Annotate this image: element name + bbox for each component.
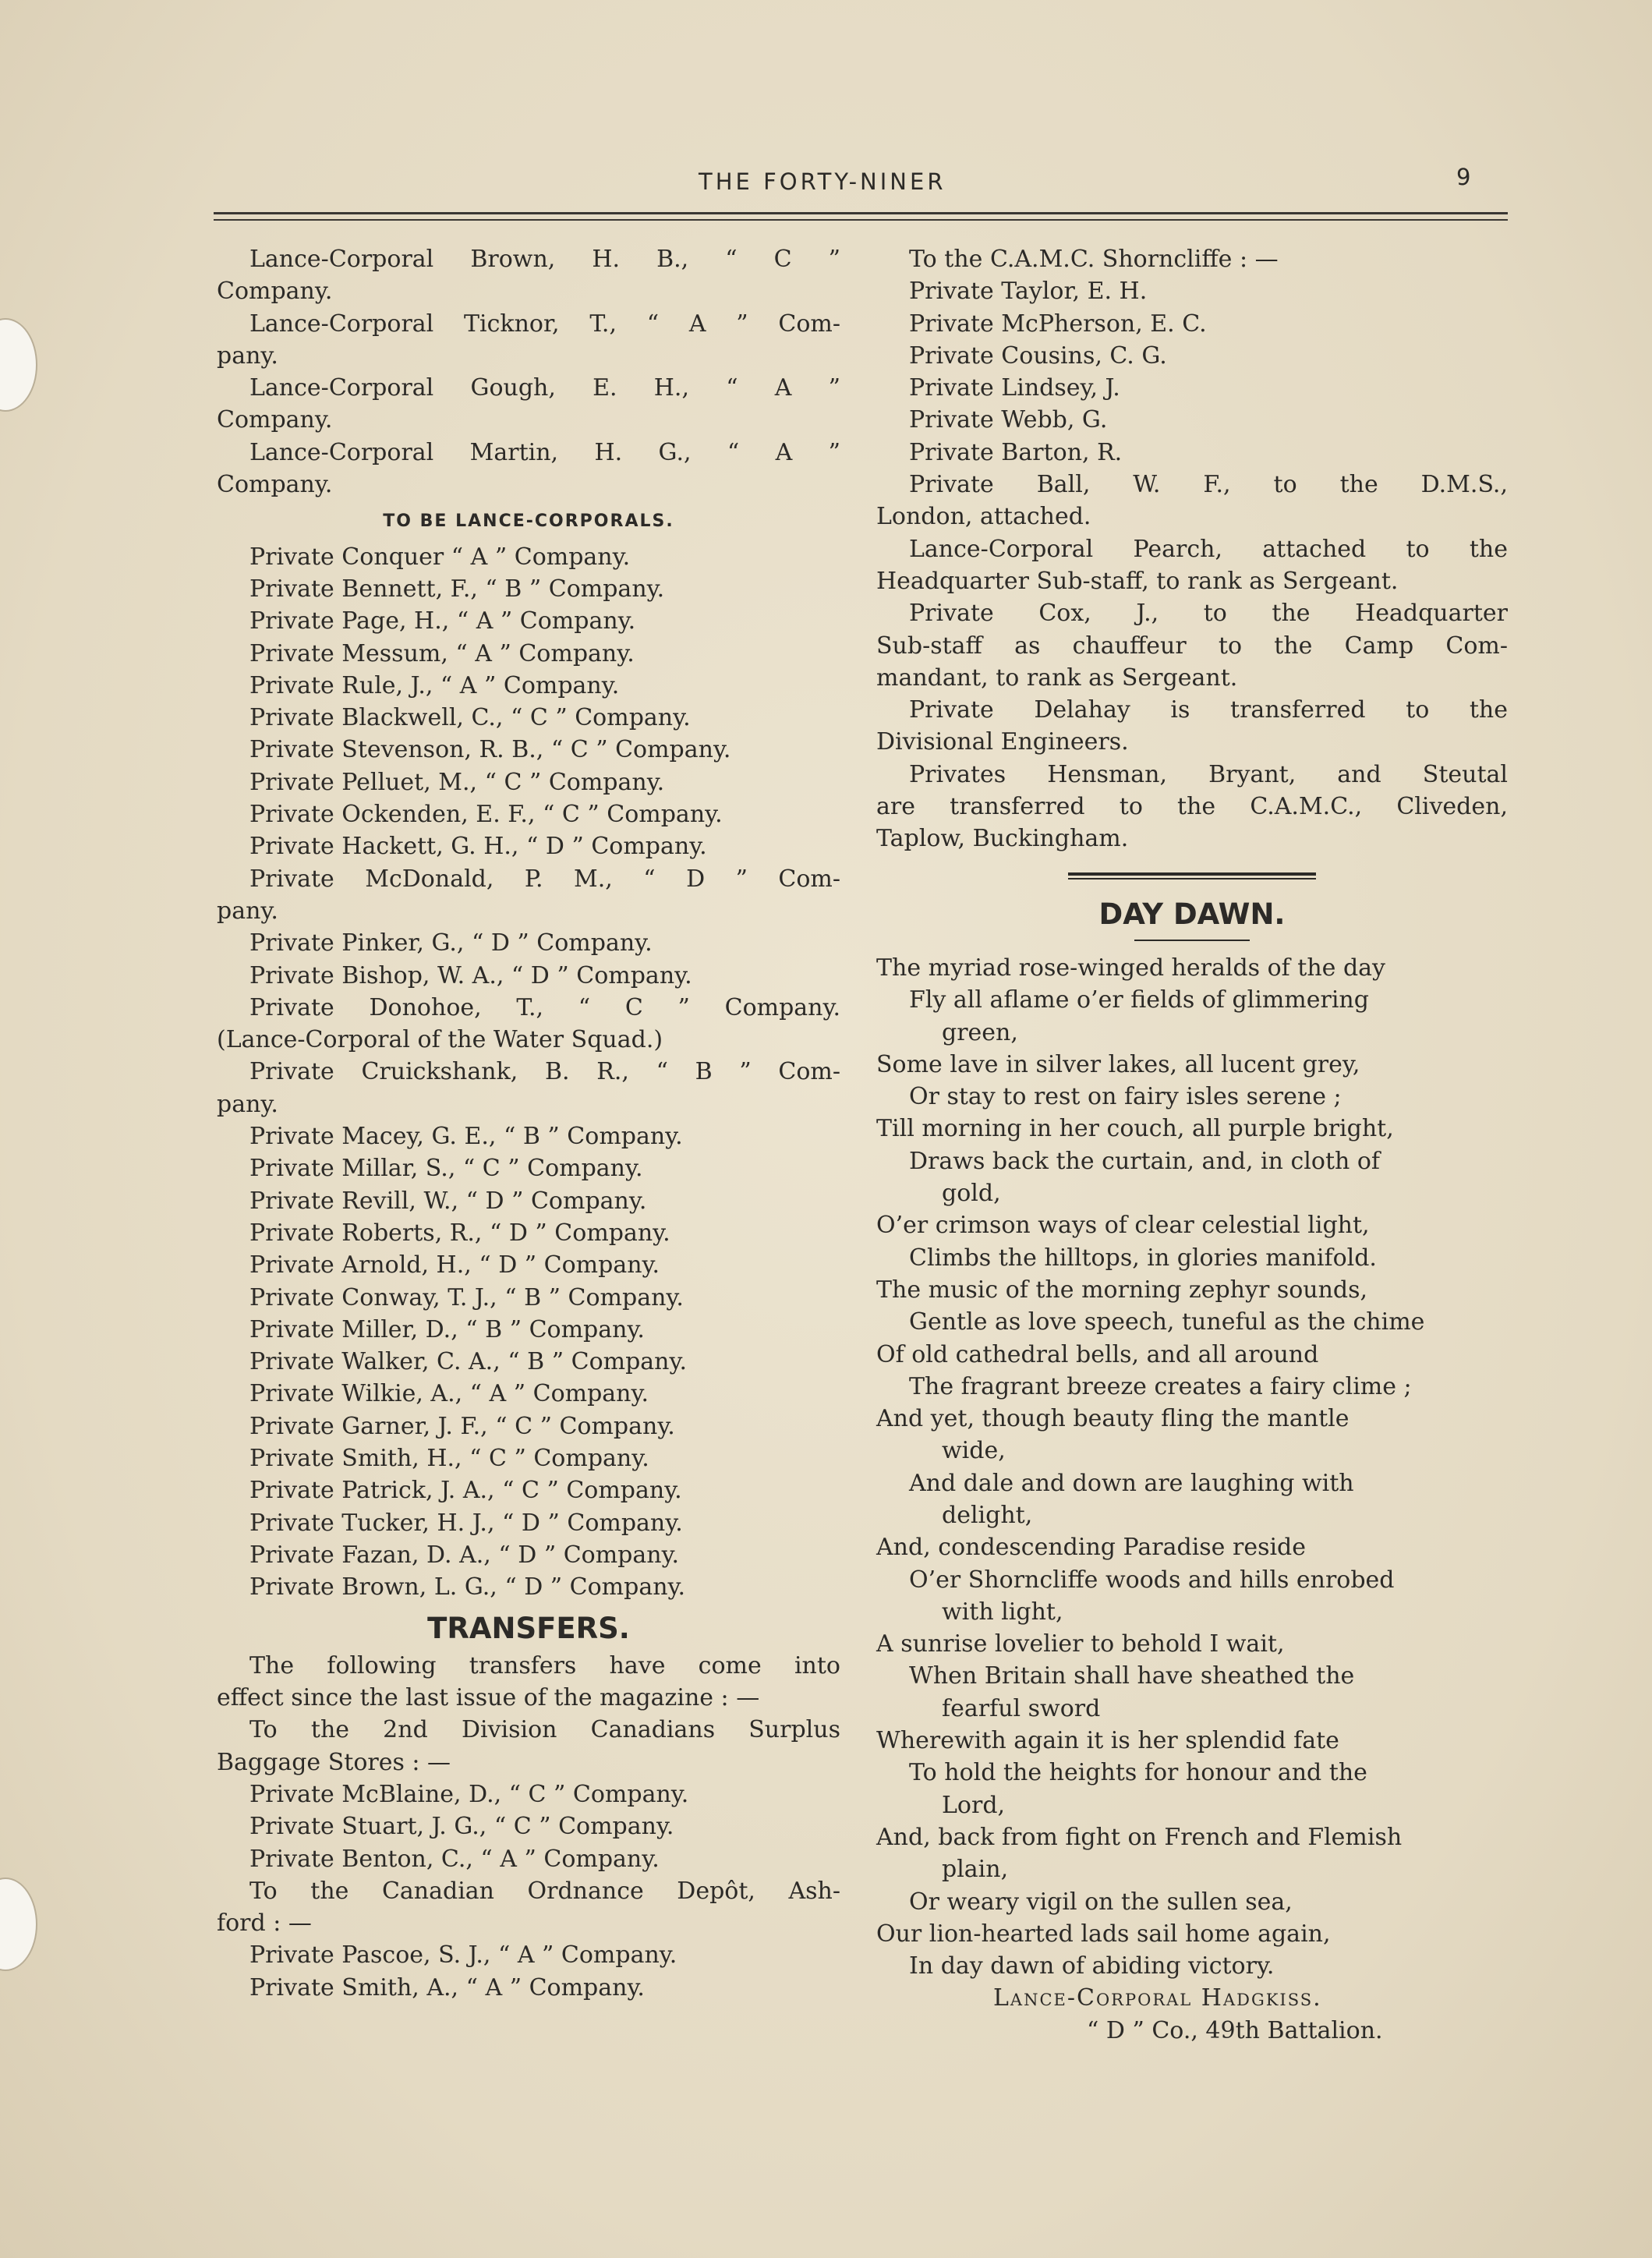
poem-line: Climbs the hilltops, in glories manifold. (909, 1244, 1377, 1272)
poem-line: gold, (942, 1180, 1001, 1208)
transfers-list-cont (876, 243, 1508, 855)
poem-line: delight, (942, 1501, 1033, 1529)
text-line: effect since the last issue of the magazine : — (217, 1684, 760, 1712)
text-line: London, attached. (876, 503, 1091, 531)
text-line: Private Barton, R. (909, 438, 1123, 466)
text-line: Private Cruickshank, B. R., “ B ” Com- (249, 1058, 840, 1086)
lance-corporals-list-cont (217, 243, 840, 501)
text-line: Private McBlaine, D., “ C ” Company. (249, 1780, 689, 1808)
poem-line: In day dawn of abiding victory. (909, 1952, 1275, 1980)
text-line: pany. (217, 897, 278, 925)
text-line: Private Messum, “ A ” Company. (249, 639, 635, 667)
text-line: Privates Hensman, Bryant, and Steutal (909, 760, 1508, 788)
poem-line: The myriad rose-winged heralds of the day (876, 954, 1385, 982)
poem-line: And, back from fight on French and Flemish (876, 1823, 1403, 1851)
section-rule (1068, 872, 1316, 879)
poem-line: O’er Shorncliffe woods and hills enrobed (909, 1566, 1395, 1594)
transfers-heading: TRANSFERS. (427, 1612, 630, 1646)
text-line: To the 2nd Division Canadians Surplus (249, 1716, 840, 1744)
punch-hole-top (0, 318, 37, 412)
text-line: Private Walker, C. A., “ B ” Company. (249, 1348, 687, 1376)
text-line: Private Ball, W. F., to the D.M.S., (909, 471, 1508, 499)
poem-line: To hold the heights for honour and the (909, 1759, 1367, 1787)
title-rule (1134, 940, 1250, 941)
text-line: To the C.A.M.C. Shorncliffe : — (909, 246, 1279, 273)
text-line: Private Stevenson, R. B., “ C ” Company. (249, 736, 731, 764)
text-line: Private Stuart, J. G., “ C ” Company. (249, 1813, 674, 1841)
text-line: Private Tucker, H. J., “ D ” Company. (249, 1509, 683, 1537)
text-line: Private Fazan, D. A., “ D ” Company. (249, 1541, 680, 1569)
text-line: Private Bennett, F., “ B ” Company. (249, 575, 665, 603)
text-line: Lance-Corporal Brown, H. B., “ C ” (249, 246, 840, 273)
text-line: Private Donohoe, T., “ C ” Company. (249, 993, 840, 1021)
text-line: Lance-Corporal Gough, E. H., “ A ” (249, 374, 840, 402)
poem-line: A sunrise lovelier to behold I wait, (876, 1630, 1285, 1658)
text-line: Taplow, Buckingham. (876, 825, 1129, 853)
poem-line: Or weary vigil on the sullen sea, (909, 1888, 1293, 1916)
text-line: Private Patrick, J. A., “ C ” Company. (249, 1477, 682, 1505)
poem-line: Our lion-hearted lads sail home again, (876, 1920, 1331, 1948)
text-line: pany. (217, 342, 278, 370)
poem-line: green, (942, 1018, 1018, 1046)
text-line: Private Arnold, H., “ D ” Company. (249, 1251, 660, 1279)
text-line: Private McPherson, E. C. (909, 310, 1207, 338)
poem-line: Or stay to rest on fairy isles serene ; (909, 1083, 1342, 1111)
poem-line: The fragrant breeze creates a fairy clime ; (909, 1372, 1412, 1400)
poem-line: When Britain shall have sheathed the (909, 1662, 1355, 1690)
text-line: Private Rule, J., “ A ” Company. (249, 671, 620, 699)
text-line: Sub-staff as chauffeur to the Camp Com- (876, 632, 1508, 660)
poem-line: And, condescending Paradise reside (876, 1534, 1307, 1562)
text-line: Private Miller, D., “ B ” Company. (249, 1315, 645, 1343)
poem-line: Draws back the curtain, and, in cloth of (909, 1147, 1381, 1175)
lance-corporals-heading: TO BE LANCE-CORPORALS. (383, 511, 674, 532)
poem-line: Some lave in silver lakes, all lucent grey, (876, 1050, 1360, 1078)
poem-line: Gentle as love speech, tuneful as the chime (909, 1308, 1425, 1336)
text-line: Private Smith, A., “ A ” Company. (249, 1973, 645, 2001)
text-line: Private Conquer “ A ” Company. (249, 543, 631, 571)
text-line: Private Taylor, E. H. (909, 278, 1148, 306)
text-line: Private Hackett, G. H., “ D ” Company. (249, 833, 707, 861)
text-line: Private Roberts, R., “ D ” Company. (249, 1219, 670, 1247)
page-number: 9 (1456, 164, 1471, 190)
poem-line: with light, (942, 1598, 1063, 1626)
text-line: (Lance-Corporal of the Water Squad.) (217, 1026, 663, 1054)
text-line: Lance-Corporal Pearch, attached to the (909, 535, 1508, 563)
text-line: Private McDonald, P. M., “ D ” Com- (249, 865, 840, 893)
text-line: Private Pascoe, S. J., “ A ” Company. (249, 1941, 677, 1970)
punch-hole-bottom (0, 1878, 37, 1971)
text-line: Private Ockenden, E. F., “ C ” Company. (249, 801, 723, 829)
poem-line: And dale and down are laughing with (909, 1469, 1354, 1497)
left-column (217, 243, 840, 2004)
text-line: Lance-Corporal Ticknor, T., “ A ” Com- (249, 310, 840, 338)
text-line: Private Wilkie, A., “ A ” Company. (249, 1380, 649, 1408)
text-line: Private Webb, G. (909, 406, 1108, 434)
text-line: Company. (217, 471, 333, 499)
text-line: Private Conway, T. J., “ B ” Company. (249, 1283, 684, 1311)
poem-line: O’er crimson ways of clear celestial light, (876, 1212, 1370, 1240)
poem-line: plain, (942, 1856, 1009, 1884)
right-column (876, 243, 1508, 2047)
poem (876, 952, 1508, 1983)
text-line: Private Garner, J. F., “ C ” Company. (249, 1412, 675, 1440)
text-line: mandant, to rank as Sergeant. (876, 664, 1238, 692)
running-head: THE FORTY-NINER (699, 168, 946, 195)
text-line: Headquarter Sub-staff, to rank as Sergeant. (876, 567, 1399, 595)
text-line: To the Canadian Ordnance Depôt, Ash- (249, 1877, 840, 1905)
poem-line: Wherewith again it is her splendid fate (876, 1727, 1339, 1755)
header-rule (214, 212, 1508, 214)
poem-line: And yet, though beauty fling the mantle (876, 1405, 1350, 1433)
text-line: Private Page, H., “ A ” Company. (249, 607, 636, 635)
poem-line: Fly all aflame o’er fields of glimmering (909, 986, 1369, 1014)
text-line: Private Pinker, G., “ D ” Company. (249, 929, 653, 957)
text-line: ford : — (217, 1909, 312, 1938)
text-line: Private Pelluet, M., “ C ” Company. (249, 768, 665, 796)
text-line: Baggage Stores : — (217, 1748, 451, 1776)
lance-corporals-list (217, 541, 840, 1604)
text-line: Private Cousins, C. G. (909, 342, 1167, 370)
text-line: Private Benton, C., “ A ” Company. (249, 1845, 660, 1873)
header-rule-thin (214, 219, 1508, 221)
poem-line: The music of the morning zephyr sounds, (876, 1276, 1368, 1304)
text-line: The following transfers have come into (249, 1651, 840, 1679)
poem-line: wide, (942, 1437, 1006, 1465)
poem-line: Of old cathedral bells, and all around (876, 1340, 1319, 1368)
poem-line: Till morning in her couch, all purple bright, (876, 1115, 1394, 1143)
text-line: Private Blackwell, C., “ C ” Company. (249, 704, 691, 732)
poem-author-unit: “ D ” Co., 49th Battalion. (1087, 2016, 1383, 2044)
poem-author: Lance-Corporal Hadgkiss. (993, 1984, 1322, 2012)
text-line: Private Smith, H., “ C ” Company. (249, 1444, 649, 1472)
text-line: Private Brown, L. G., “ D ” Company. (249, 1573, 686, 1601)
poem-title: DAY DAWN. (1098, 897, 1286, 931)
text-line: pany. (217, 1090, 278, 1118)
text-line: Divisional Engineers. (876, 728, 1129, 756)
text-line: Private Millar, S., “ C ” Company. (249, 1155, 643, 1183)
poem-line: Lord, (942, 1791, 1006, 1819)
text-line: Private Macey, G. E., “ B ” Company. (249, 1123, 683, 1151)
text-line: Private Delahay is transferred to the (909, 696, 1508, 724)
text-line: Private Revill, W., “ D ” Company. (249, 1187, 647, 1215)
text-line: Private Cox, J., to the Headquarter (909, 600, 1508, 628)
text-line: Lance-Corporal Martin, H. G., “ A ” (249, 438, 840, 466)
text-line: are transferred to the C.A.M.C., Cliveden, (876, 793, 1508, 821)
transfers-list (217, 1650, 840, 2004)
text-line: Company. (217, 406, 333, 434)
text-line: Private Lindsey, J. (909, 374, 1120, 402)
text-line: Private Bishop, W. A., “ D ” Company. (249, 961, 692, 989)
text-line: Company. (217, 278, 333, 306)
poem-line: fearful sword (942, 1694, 1101, 1722)
